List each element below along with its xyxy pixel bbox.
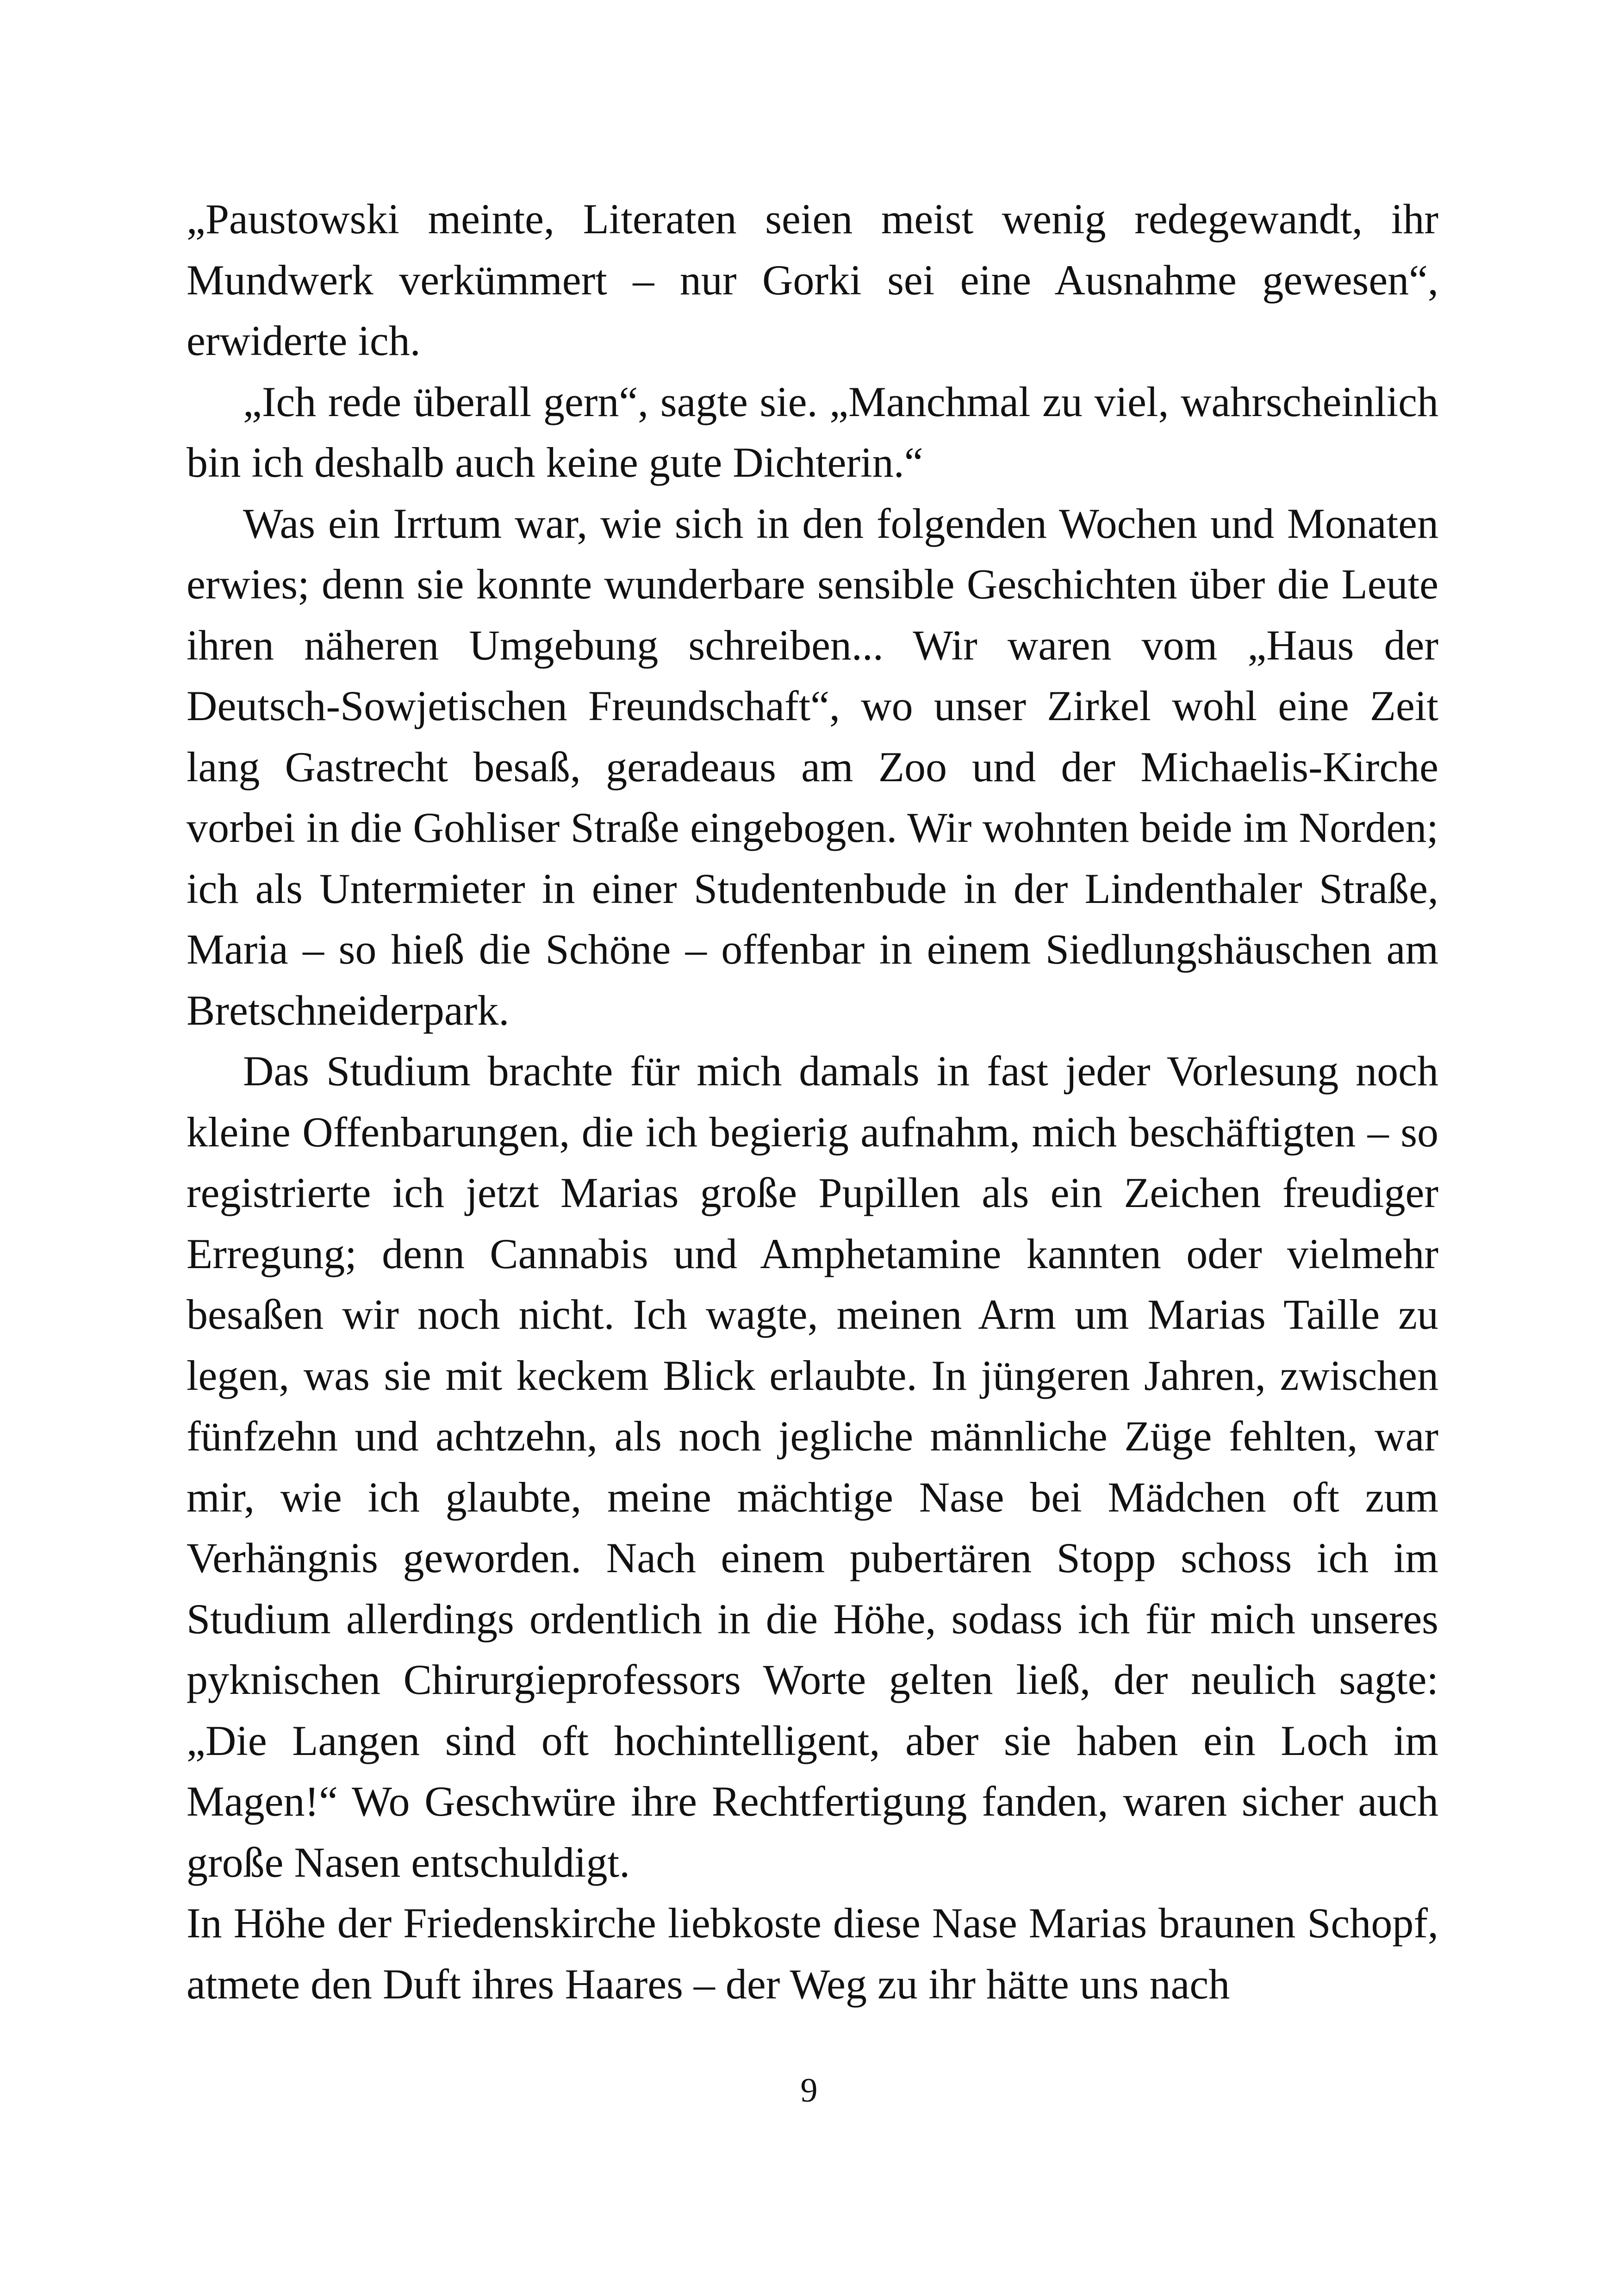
paragraph: In Höhe der Friedenskirche liebkoste diese Nase Marias braunen Schopf, atmete den Duft ihres Haares – der Weg zu ihr hätte uns nach	[187, 1899, 1438, 2008]
paragraph: Das Studium brachte für mich damals in fast jeder Vorlesung noch kleine Offenbarungen, die ich begierig aufnahm, mich beschäftigten – so registrierte ich jetzt Marias große Pupillen als ein Zeichen freudiger Erregung; denn Cannabis und Amphetamine kannten oder vielmehr besaßen wir noch nicht. Ich wagte, meinen Arm um Marias Taille zu legen, was sie mit keckem Blick erlaubte. In jüngeren Jahren, zwischen fünfzehn und achtzehn, als noch jegliche männliche Züge fehlten, war mir, wie ich glaubte, meine mächtige Nase bei Mädchen oft zum Verhängnis geworden. Nach einem pubertären Stopp schoss ich im Studium allerdings ordentlich in die Höhe, sodass ich für mich unseres pyknischen Chirurgieprofessors Worte gelten ließ, der neulich sagte: „Die Langen sind oft hochintelligent, aber sie haben ein Loch im Magen!“ Wo Geschwüre ihre Rechtfertigung fanden, waren sicher auch große Nasen entschuldigt.	[187, 1047, 1438, 1886]
body-text	[187, 189, 1438, 2015]
page-number: 9	[800, 2072, 818, 2109]
paragraph: „Paustowski meinte, Literaten seien meist wenig redegewandt, ihr Mundwerk verkümmert – nur Gorki sei eine Ausnahme gewesen“, erwiderte ich.	[187, 195, 1438, 364]
paragraph: Was ein Irrtum war, wie sich in den folgenden Wochen und Monaten erwies; denn sie konnte wunderbare sensible Geschichten über die Leute ihren näheren Umgebung schreiben... Wir waren vom „Haus der Deutsch-Sowjetischen Freundschaft“, wo unser Zirkel wohl eine Zeit lang Gastrecht besaß, geradeaus am Zoo und der Michaelis-Kirche vorbei in die Gohliser Straße eingebogen. Wir wohnten beide im Norden; ich als Untermieter in einer Studentenbude in der Lindenthaler Straße, Maria – so hieß die Schöne – offenbar in einem Siedlungshäuschen am Bretschneiderpark.	[187, 499, 1438, 1034]
paragraph: „Ich rede überall gern“, sagte sie. „Manchmal zu viel, wahrscheinlich bin ich deshalb auch keine gute Dichterin.“	[187, 378, 1438, 486]
